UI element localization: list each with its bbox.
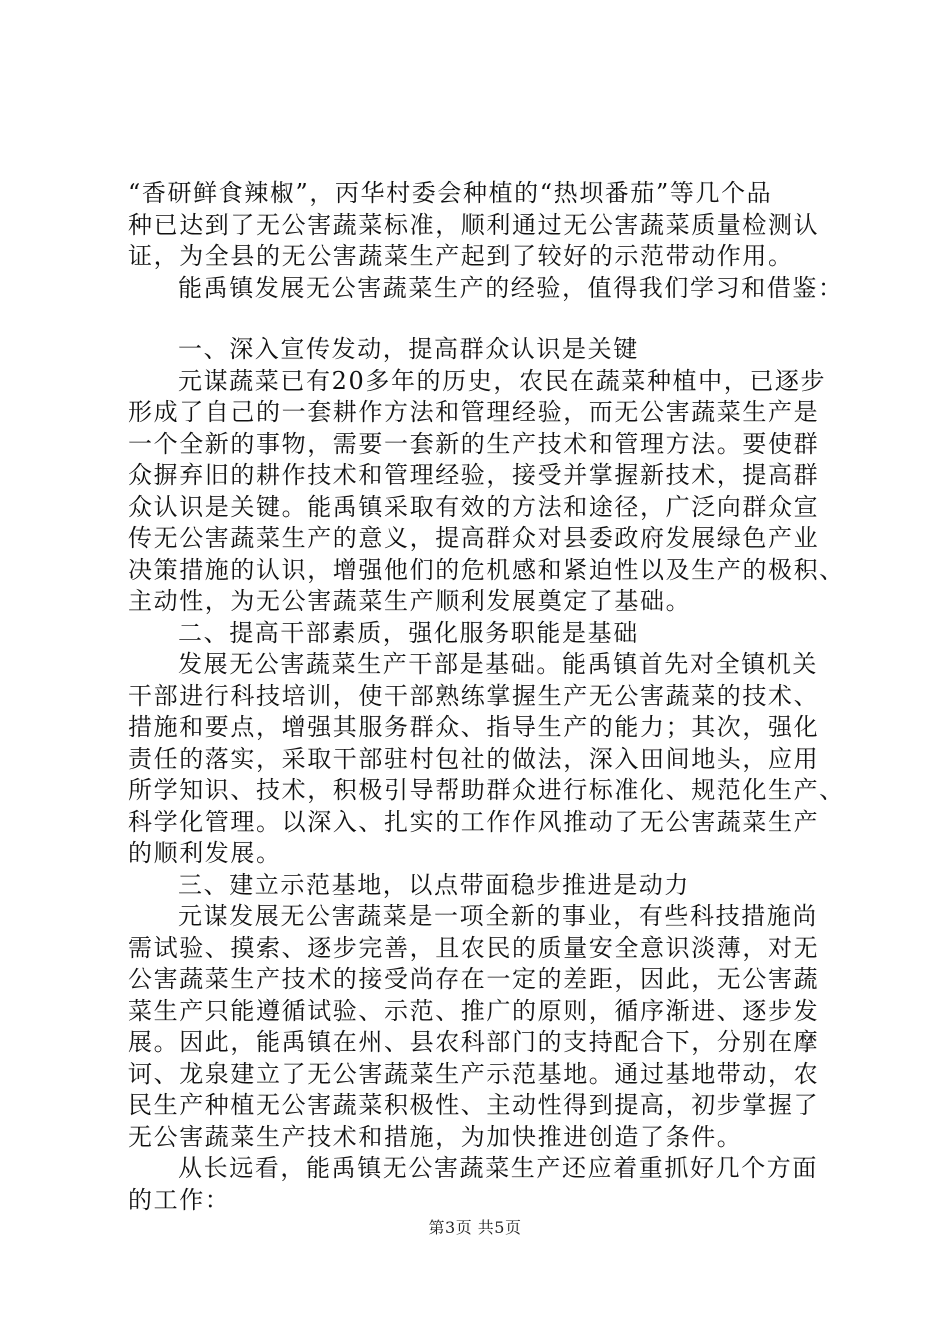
body-line: “香研鲜食辣椒”，丙华村委会种植的“热坝番茄”等几个品: [128, 179, 773, 207]
paragraph-first-line: 元谋蔬菜已有20多年的历史，农民在蔬菜种植中，已逐步: [178, 366, 827, 395]
body-line: 需试验、摸索、逐步完善，且农民的质量安全意识淡薄，对无: [128, 933, 820, 962]
body-line: 决策措施的认识，增强他们的危机感和紧迫性以及生产的极积、: [128, 555, 845, 584]
body-line: 措施和要点，增强其服务群众、指导生产的能力；其次，强化: [128, 713, 820, 741]
page-number-footer: 第3页 共5页: [428, 1218, 522, 1237]
body-line: 主动性，为无公害蔬菜生产顺利发展奠定了基础。: [128, 587, 692, 615]
body-line: 所学知识、技术，积极引导帮助群众进行标准化、规范化生产、: [128, 776, 845, 804]
body-line: 的工作：: [128, 1185, 231, 1214]
section-heading-1: 一、深入宣传发动，提高群众认识是关键: [178, 335, 639, 363]
body-line: 责任的落实，采取干部驻村包社的做法，深入田间地头，应用: [128, 744, 820, 773]
body-line: 一个全新的事物，需要一套新的生产技术和管理方法。要使群: [128, 429, 820, 458]
body-line: 民生产种植无公害蔬菜积极性、主动性得到提高，初步掌握了: [128, 1091, 820, 1119]
paragraph-gap: [128, 304, 828, 334]
body-line: 公害蔬菜生产技术的接受尚存在一定的差距，因此，无公害蔬: [128, 965, 820, 993]
paragraph-first-line: 从长远看，能禹镇无公害蔬菜生产还应着重抓好几个方面: [178, 1154, 818, 1182]
body-line: 证，为全县的无公害蔬菜生产起到了较好的示范带动作用。: [128, 242, 794, 270]
paragraph-first-line: 发展无公害蔬菜生产干部是基础。能禹镇首先对全镇机关: [178, 650, 818, 678]
body-line: 形成了自己的一套耕作方法和管理经验，而无公害蔬菜生产是: [128, 398, 820, 426]
body-line: 传无公害蔬菜生产的意义，提高群众对县委政府发展绿色产业: [128, 524, 820, 552]
body-line: 众认识是关键。能禹镇采取有效的方法和途径，广泛向群众宣: [128, 492, 820, 521]
body-line: 科学化管理。以深入、扎实的工作作风推动了无公害蔬菜生产: [128, 807, 820, 836]
body-line: 无公害蔬菜生产技术和措施，为加快推进创造了条件。: [128, 1122, 743, 1151]
body-line: 众摒弃旧的耕作技术和管理经验，接受并掌握新技术，提高群: [128, 461, 820, 489]
section-heading-2: 二、提高干部素质，强化服务职能是基础: [178, 618, 639, 647]
body-line: 展。因此，能禹镇在州、县农科部门的支持配合下，分别在摩: [128, 1028, 820, 1056]
section-heading-3: 三、建立示范基地，以点带面稳步推进是动力: [178, 870, 690, 899]
body-line: 干部进行科技培训，使干部熟练掌握生产无公害蔬菜的技术、: [128, 681, 820, 710]
body-line: 诃、龙泉建立了无公害蔬菜生产示范基地。通过基地带动，农: [128, 1059, 820, 1088]
body-line: 的顺利发展。: [128, 839, 282, 867]
body-line: 菜生产只能遵循试验、示范、推广的原则，循序渐进、逐步发: [128, 996, 820, 1025]
body-line: 种已达到了无公害蔬菜标准，顺利通过无公害蔬菜质量检测认: [128, 210, 820, 239]
paragraph-first-line: 元谋发展无公害蔬菜是一项全新的事业，有些科技措施尚: [178, 902, 818, 930]
paragraph-first-line: 能禹镇发展无公害蔬菜生产的经验，值得我们学习和借鉴：: [178, 273, 844, 302]
document-body: [128, 178, 845, 1216]
